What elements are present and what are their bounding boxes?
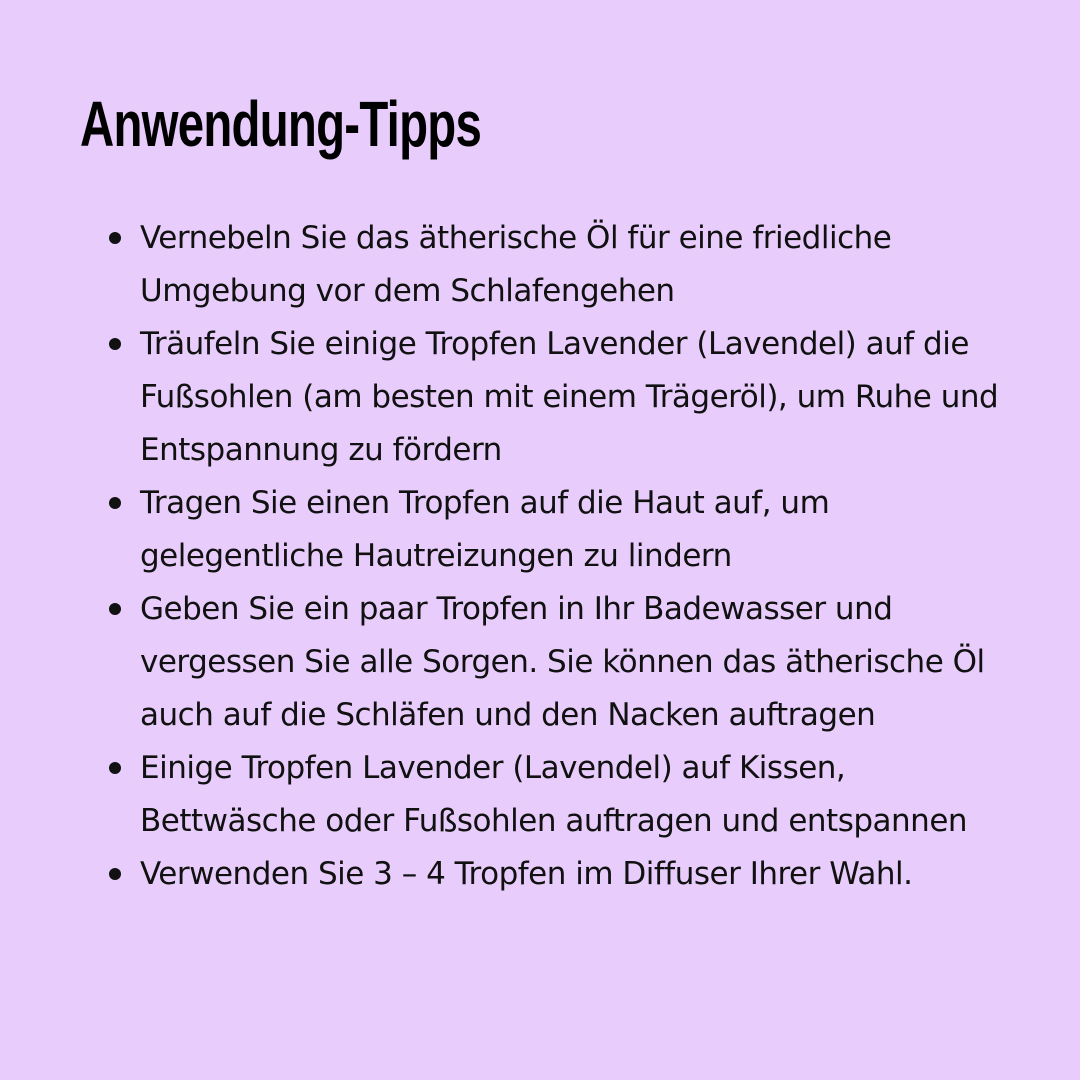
bullet-icon [109,868,121,880]
list-item [140,848,1020,901]
tip-text: Tragen Sie einen Tropfen auf die Haut auf, um gelegentliche Hautreizungen zu lindern [140,485,830,574]
tip-text: Träufeln Sie einige Tropfen Lavender (Lavendel) auf die Fußsohlen (am besten mit einem Trägeröl), um Ruhe und Entspannung zu fördern [140,326,999,468]
list-item [140,318,1020,477]
list-item [140,583,1020,742]
list-item [140,212,1020,318]
tip-text: Geben Sie ein paar Tropfen in Ihr Badewasser und vergessen Sie alle Sorgen. Sie können das ätherische Öl auch auf die Schläfen und den Nacken auftragen [140,591,985,733]
bullet-icon [109,603,121,615]
bullet-icon [109,497,121,509]
bullet-icon [109,232,121,244]
tip-text: Verwenden Sie 3 – 4 Tropfen im Diffuser Ihrer Wahl. [140,856,913,892]
bullet-icon [109,762,121,774]
bullet-icon [109,338,121,350]
tip-text: Vernebeln Sie das ätherische Öl für eine friedliche Umgebung vor dem Schlafengehen [140,220,892,309]
list-item [140,477,1020,583]
tips-list [140,212,1020,901]
list-item [140,742,1020,848]
tip-text: Einige Tropfen Lavender (Lavendel) auf Kissen, Bettwäsche oder Fußsohlen auftragen und entspannen [140,750,968,839]
page-title: Anwendung-Tipps [80,88,482,160]
